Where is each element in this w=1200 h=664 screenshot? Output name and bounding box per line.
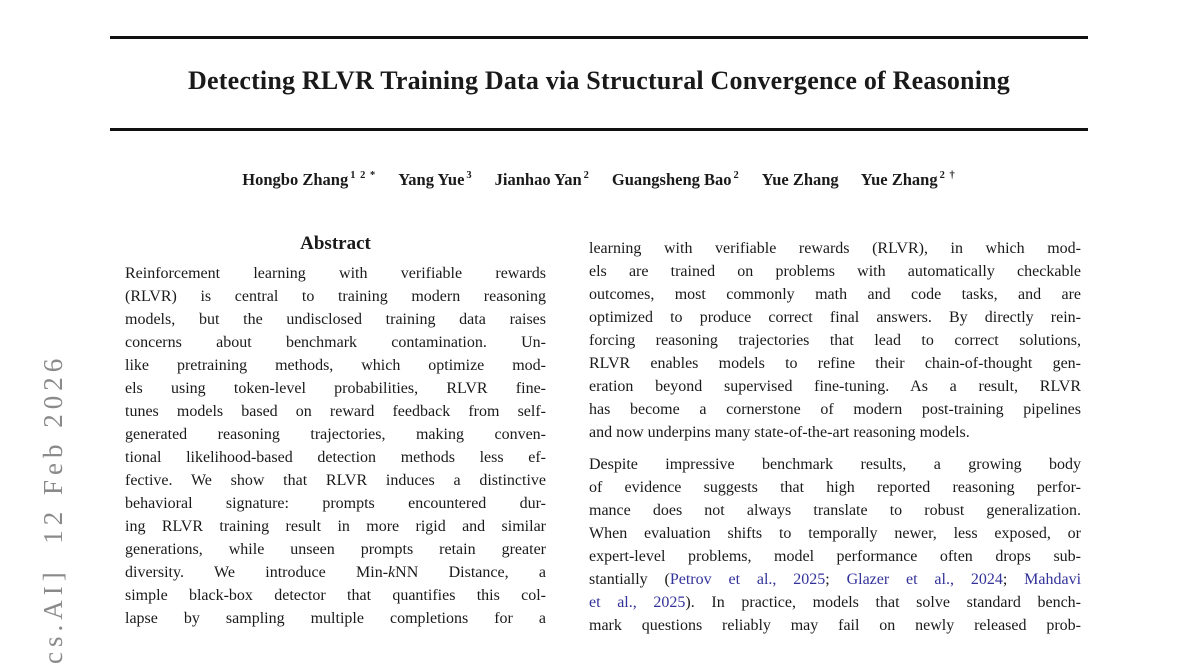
author-name (612, 170, 740, 190)
text-line (589, 499, 1081, 522)
text-segment: ; (825, 571, 847, 588)
author-name-text: Yue Zhang (860, 170, 938, 189)
text-segment: RLVR enables models to refine their chain-of-thought gen- (589, 355, 1081, 372)
text-segment: els are trained on problems with automatically checkable (589, 263, 1081, 280)
abstract-text (125, 262, 546, 630)
text-segment: diversity. We introduce Min- (125, 564, 389, 581)
text-line (125, 561, 546, 584)
text-segment: mance does not always translate to robust generalization. (589, 502, 1081, 519)
text-line (125, 584, 546, 607)
author-affiliation-superscript: 2 † (939, 170, 956, 181)
text-segment: eration beyond supervised fine-tuning. As a result, RLVR (589, 378, 1081, 395)
text-line (125, 400, 546, 423)
text-line (589, 398, 1081, 421)
author-name-text: Jianhao Yan (494, 170, 582, 189)
text-line (589, 591, 1081, 614)
text-line (125, 515, 546, 538)
citation-link[interactable]: Mahdavi (1024, 571, 1082, 588)
text-segment: behavioral signature: prompts encountered dur- (125, 495, 546, 512)
text-line (589, 476, 1081, 499)
text-segment: generations, while unseen prompts retain greater (125, 541, 546, 558)
text-segment: has become a cornerstone of modern post-training pipelines (589, 401, 1081, 418)
text-segment: and now underpins many state-of-the-art reasoning models. (589, 424, 970, 441)
text-segment: k (388, 564, 396, 581)
text-segment: learning with verifiable rewards (RLVR), in which mod- (589, 240, 1081, 257)
text-segment: NN Distance, a (395, 564, 547, 581)
text-line (125, 423, 546, 446)
intro-paragraph-1 (589, 237, 1081, 444)
text-segment: expert-level problems, model performance often drops sub- (589, 548, 1081, 565)
text-line (589, 237, 1081, 260)
text-segment: of evidence suggests that high reported reasoning perfor- (589, 479, 1081, 496)
right-column (589, 237, 1081, 637)
author-affiliation-superscript: 1 2 * (350, 170, 377, 181)
citation-link[interactable]: Petrov et al., 2025 (669, 571, 826, 588)
author-affiliation-superscript: 2 (733, 170, 740, 181)
text-line (125, 492, 546, 515)
author-name-text: Yang Yue (398, 170, 465, 189)
text-line (125, 262, 546, 285)
text-segment: models, but the undisclosed training data raises (125, 311, 546, 328)
author-name-text: Guangsheng Bao (611, 170, 732, 189)
text-line (125, 331, 546, 354)
text-segment: Reinforcement learning with verifiable rewards (125, 265, 546, 282)
text-line (589, 329, 1081, 352)
text-line (589, 568, 1081, 591)
text-segment: simple black-box detector that quantifies this col- (125, 587, 546, 604)
text-segment: tional likelihood-based detection methods less ef- (125, 449, 546, 466)
text-line (589, 375, 1081, 398)
text-segment: concerns about benchmark contamination. Un- (125, 334, 546, 351)
text-segment: ing RLVR training result in more rigid and similar (125, 518, 546, 535)
author-affiliation-superscript: 3 (466, 170, 473, 181)
title-rule (110, 128, 1088, 131)
text-line (125, 446, 546, 469)
left-column (125, 233, 546, 630)
text-line (589, 522, 1081, 545)
author-name (861, 170, 956, 190)
text-segment: lapse by sampling multiple completions for a (125, 610, 546, 627)
text-line (589, 421, 1081, 444)
arxiv-stamp: cs.AI] 12 Feb 2026 (38, 353, 68, 664)
text-line (589, 453, 1081, 476)
text-line (589, 545, 1081, 568)
intro-paragraph-2 (589, 453, 1081, 637)
text-line (125, 607, 546, 630)
text-line (125, 469, 546, 492)
paper-title: Detecting RLVR Training Data via Structural Convergence of Reasoning (188, 66, 1010, 95)
citation-link[interactable]: Glazer et al., 2024 (846, 571, 1003, 588)
text-line (125, 285, 546, 308)
text-line (589, 352, 1081, 375)
text-segment: stantially ( (589, 571, 670, 588)
text-line (125, 308, 546, 331)
text-line (125, 377, 546, 400)
text-segment: ; (1002, 571, 1025, 588)
text-segment: tunes models based on reward feedback from self- (125, 403, 546, 420)
text-segment: outcomes, most commonly math and code tasks, and are (589, 286, 1081, 303)
text-segment: els using token-level probabilities, RLVR fine- (125, 380, 546, 397)
text-line (125, 354, 546, 377)
text-line (589, 306, 1081, 329)
author-affiliation-superscript: 2 (583, 170, 590, 181)
author-name-text: Yue Zhang (761, 170, 839, 189)
text-segment: Despite impressive benchmark results, a growing body (589, 456, 1081, 473)
text-segment: fective. We show that RLVR induces a distinctive (125, 472, 546, 489)
text-line (589, 614, 1081, 637)
citation-link[interactable]: et al., 2025 (589, 594, 686, 611)
text-segment: ). In practice, models that solve standard bench- (685, 594, 1081, 611)
text-segment: like pretraining methods, which optimize mod- (125, 357, 546, 374)
text-segment: generated reasoning trajectories, making conven- (125, 426, 546, 443)
text-segment: forcing reasoning trajectories that lead to correct solutions, (589, 332, 1081, 349)
text-segment: When evaluation shifts to temporally newer, less exposed, or (589, 525, 1081, 542)
author-name (762, 170, 839, 190)
text-segment: (RLVR) is central to training modern reasoning (125, 288, 546, 305)
text-line (589, 283, 1081, 306)
authors-line (110, 170, 1088, 190)
author-name (495, 170, 590, 190)
text-segment: mark questions reliably may fail on newly released prob- (589, 617, 1081, 634)
author-name (242, 170, 376, 190)
text-line (589, 260, 1081, 283)
text-line (125, 538, 546, 561)
author-name (398, 170, 472, 190)
author-name-text: Hongbo Zhang (242, 170, 349, 189)
top-rule (110, 36, 1088, 39)
text-segment: optimized to produce correct final answers. By directly rein- (589, 309, 1081, 326)
abstract-heading: Abstract (300, 233, 371, 254)
